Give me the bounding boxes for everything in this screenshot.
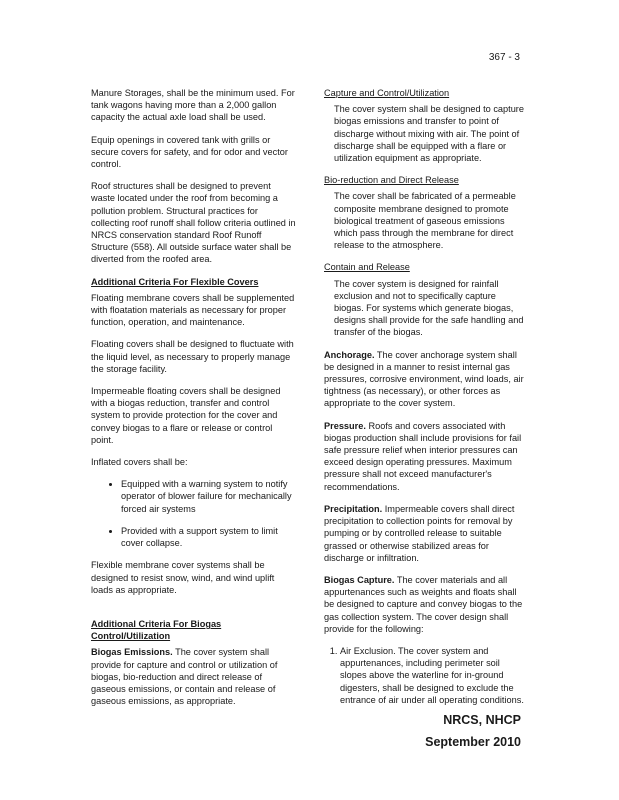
subsection-heading: Contain and Release: [324, 262, 410, 273]
paragraph: Inflated covers shall be:: [91, 457, 188, 468]
paragraph-text: Roofs and covers associated with biogas production shall include provisions for fail safe pressure relief when interior pressures can exceed design operating pressures. Maximum pressure shall not exceed manufacturer's recommendations.: [324, 420, 522, 492]
paragraph: Roof structures shall be designed to prevent waste located under the roof from becoming a pollution problem. Structural practices for collecting roof runoff shall follow criteria outlined in NRCS conservation standard Roof Runoff Structure (558). All outside surface water shall be diverted from the roofed area.: [91, 181, 296, 265]
paragraph-label: Biogas Emissions.: [91, 647, 173, 658]
paragraph: The cover system is designed for rainfall exclusion and not to specifically capture biogas. For systems which generate biogas, designs shall provide for the safe handling and transfer of the biogas.: [334, 278, 524, 338]
subsection-heading: Bio-reduction and Direct Release: [324, 175, 459, 186]
paragraph: Impermeable floating covers shall be designed with a biogas reduction, transfer and control system to provide protection for the cover and convey biogas to a flare or release or control point.: [91, 386, 281, 445]
page-number: 367 - 3: [488, 52, 520, 63]
paragraph-text: The cover anchorage system shall be designed in a manner to resist internal gas pressures, corrosive environment, wind loads, air tightness (as necessary), or other forces as appropriate to the cover system.: [324, 349, 524, 409]
list-item: 1. Air Exclusion. The cover system and appurtenances, including perimeter soil slopes above the waterline for in-ground digesters, shall be designed to exclude the entrance of air under all operating conditions.: [340, 645, 524, 706]
section-heading: Additional Criteria For Flexible Covers: [91, 276, 259, 287]
paragraph: [91, 646, 296, 707]
paragraph-label: Pressure.: [324, 420, 366, 431]
left-column: [91, 87, 296, 717]
list-item: • Equipped with a warning system to notify operator of blower failure for mechanically forced air systems: [121, 478, 296, 515]
subsection-heading: Capture and Control/Utilization: [324, 88, 450, 98]
bullet-list: [91, 478, 296, 549]
paragraph-label: Biogas Capture.: [324, 574, 395, 585]
paragraph: [324, 574, 524, 635]
list-item: • Provided with a support system to limit cover collapse.: [121, 525, 296, 549]
footer-date: September 2010: [425, 735, 521, 749]
paragraph-label: Precipitation.: [324, 503, 383, 514]
paragraph-text: The cover materials and all appurtenances such as weights and floats shall be designed to capture and convey biogas to the gas collection system. The cover design shall provide for the following:: [324, 574, 523, 634]
paragraph-label: Anchorage.: [324, 349, 375, 360]
paragraph: [324, 503, 524, 564]
paragraph: [324, 420, 524, 493]
section-heading: Additional Criteria For Biogas Control/Utilization: [91, 618, 222, 642]
paragraph: The cover system shall be designed to capture biogas emissions and transfer to point of discharge without mixing with air. The point of discharge shall be equipped with a flare or utilization equipment as appropriate.: [334, 104, 524, 164]
paragraph: Floating covers shall be designed to fluctuate with the liquid level, as necessary to properly manage the storage facility.: [91, 339, 294, 374]
paragraph: Equip openings in covered tank with grills or secure covers for safety, and for odor and vector control.: [91, 134, 288, 170]
numbered-list: [324, 645, 524, 706]
footer-org: NRCS, NHCP: [443, 713, 521, 727]
paragraph: [324, 349, 524, 410]
paragraph: The cover shall be fabricated of a permeable composite membrane designed to promote biological treatment of gaseous emissions which pass through the membrane for direct release to the atmosphere.: [334, 191, 516, 251]
paragraph: Floating membrane covers shall be supplemented with floatation materials as necessary for proper function, operation, and maintenance.: [91, 292, 295, 328]
right-column: [324, 87, 524, 716]
paragraph-text: Impermeable covers shall direct precipitation to collection points for removal by pumping or by controlled release to suitable grassed or otherwise stabilized areas for discharge or infiltration.: [324, 503, 515, 563]
footer: [425, 709, 521, 753]
paragraph-text: The cover system shall provide for capture and control or utilization of biogas, bio-reduction and direct release of gaseous emissions, or contain and release of gaseous emissions, as appropriate.: [91, 647, 278, 707]
paragraph: Flexible membrane cover systems shall be designed to resist snow, wind, and wind uplift loads as appropriate.: [91, 560, 275, 595]
paragraph: Manure Storages, shall be the minimum used. For tank wagons having more than a 2,000 gallon capacity the actual axle load shall be used.: [91, 88, 295, 123]
